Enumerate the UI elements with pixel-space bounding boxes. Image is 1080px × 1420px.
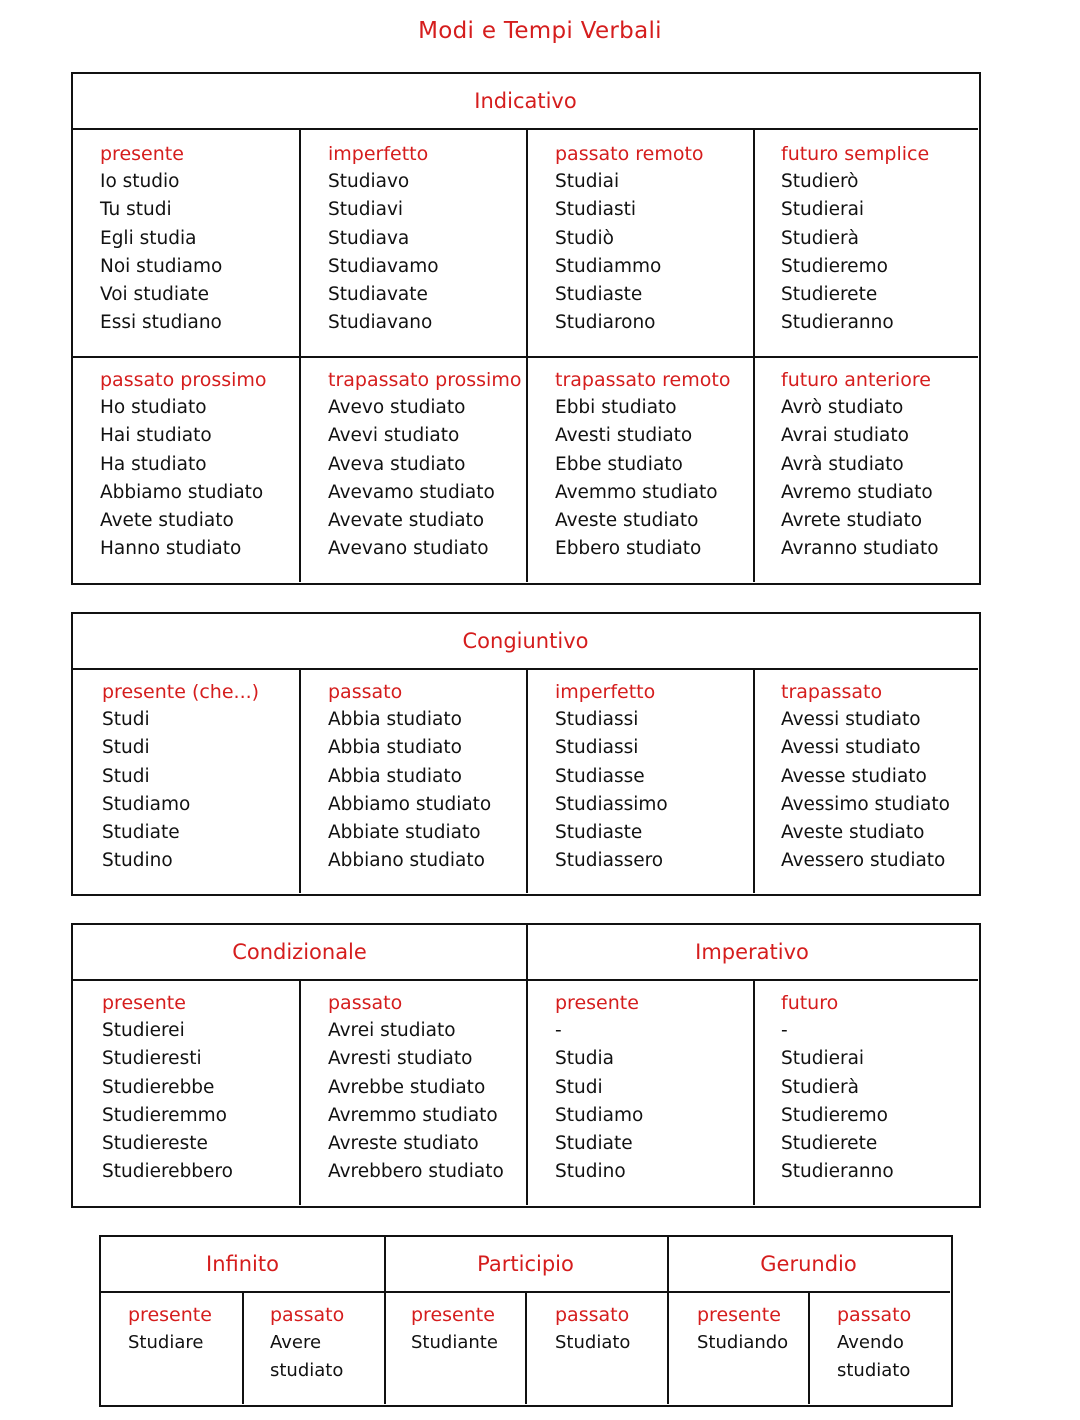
verb-form: Avevamo studiato [328, 481, 495, 503]
tense-column [128, 1301, 212, 1357]
verb-form: Avremmo studiato [328, 1104, 498, 1126]
column-divider [526, 130, 528, 582]
verb-form: Avessi studiato [781, 709, 921, 730]
verb-form: Avemmo studiato [555, 481, 718, 503]
verb-form: Studieranno [781, 312, 894, 334]
column-divider [525, 1293, 527, 1404]
verb-form: Studiamo [102, 793, 191, 815]
verb-form: Avrete studiato [781, 510, 923, 532]
verb-form: Abbiate studiato [328, 822, 481, 844]
verb-form: Studiante [411, 1332, 498, 1353]
indicativo-header: Indicativo [73, 74, 978, 130]
verb-form: Essi studiano [100, 312, 222, 334]
page-title: Modi e Tempi Verbali [418, 18, 662, 44]
tense-label: passato [270, 1304, 345, 1326]
tense-column [102, 989, 233, 1187]
verb-form: Avrai studiato [781, 425, 909, 447]
verb-form: Studiavo [328, 171, 410, 192]
verb-form: Studiammo [555, 255, 662, 277]
column-divider [753, 981, 755, 1205]
verb-form: Avranno studiato [781, 538, 939, 560]
tense-label: futuro semplice [781, 143, 930, 165]
verb-form: Avrò studiato [781, 397, 904, 418]
verb-form: Avevi studiato [328, 425, 460, 447]
condizionale-imperativo-table [71, 923, 981, 1208]
verb-form: Ha studiato [100, 453, 207, 475]
verb-form: Studiava [328, 227, 410, 249]
verb-form: Studi [102, 737, 150, 759]
verb-form: Studieresti [102, 1048, 202, 1070]
verb-form: Studiate [102, 822, 180, 844]
verb-form: Studiassi [555, 737, 639, 759]
verb-form: Studiassimo [555, 793, 668, 815]
verb-form: Studiamo [555, 1104, 644, 1126]
infinito-header: Infinito [101, 1237, 384, 1293]
verb-form: Studierai [781, 199, 865, 221]
verb-form: Studierà [781, 1076, 859, 1098]
verb-form: Studierete [781, 284, 878, 306]
verb-form: Avere [270, 1332, 322, 1353]
congiuntivo-header: Congiuntivo [73, 614, 978, 670]
verb-form: studiato [270, 1360, 344, 1381]
verb-form: Studierò [781, 171, 859, 192]
verb-form: Avessimo studiato [781, 793, 950, 815]
verb-form: Tu studi [100, 199, 172, 221]
tense-column [328, 678, 491, 876]
verb-form: Io studio [100, 171, 180, 192]
verb-form: Studierà [781, 227, 859, 249]
tense-label: passato [328, 992, 403, 1014]
column-divider [526, 670, 528, 893]
tense-column [102, 678, 259, 876]
verb-form: Avevano studiato [328, 538, 489, 560]
verb-form: Studiasse [555, 765, 645, 787]
verb-form: Hai studiato [100, 425, 212, 447]
column-divider [299, 981, 301, 1205]
modi-indefiniti-table [99, 1235, 953, 1407]
column-divider [242, 1293, 244, 1404]
tense-column [781, 366, 939, 564]
condizionale-header: Condizionale [73, 925, 526, 981]
tense-column [328, 366, 521, 564]
verb-form: Studierei [102, 1020, 185, 1041]
verb-form: Aveva studiato [328, 453, 466, 475]
tense-column [555, 678, 668, 876]
tense-column [100, 366, 267, 564]
verb-form: Studi [102, 765, 150, 787]
tense-label: presente [697, 1304, 781, 1326]
verb-form: Avete studiato [100, 510, 234, 532]
tense-label: presente [555, 992, 639, 1014]
tense-label: presente [128, 1304, 212, 1326]
verb-form: Avessero studiato [781, 850, 946, 872]
verb-form: Studiavamo [328, 255, 439, 277]
verb-form: Avevate studiato [328, 510, 485, 532]
tense-label: presente [102, 992, 186, 1014]
verb-form: - [555, 1020, 562, 1041]
verb-form: Avresti studiato [328, 1048, 473, 1070]
verb-form: Ebbi studiato [555, 397, 677, 418]
verb-form: Aveste studiato [555, 510, 699, 532]
verb-form: Studiato [555, 1332, 631, 1353]
verb-form: Studiassero [555, 850, 664, 872]
verb-form: Studiavate [328, 284, 428, 306]
verb-form: Avessi studiato [781, 737, 921, 759]
tense-label: futuro anteriore [781, 369, 931, 391]
verb-form: Studiate [555, 1133, 633, 1155]
verb-form: Studierai [781, 1048, 865, 1070]
indicativo-table [71, 72, 981, 585]
column-divider [667, 1237, 669, 1404]
verb-form: Studiavano [328, 312, 433, 334]
verb-form: Studiassi [555, 709, 639, 730]
verb-form: Studieranno [781, 1161, 894, 1183]
column-divider [753, 670, 755, 893]
tense-column [328, 989, 504, 1187]
imperativo-header: Imperativo [526, 925, 978, 981]
verb-form: Voi studiate [100, 284, 210, 306]
verb-form: Studiaste [555, 822, 643, 844]
tense-label: trapassato [781, 681, 883, 703]
tense-label: imperfetto [328, 143, 429, 165]
verb-form: Abbia studiato [328, 737, 462, 759]
verb-form: Abbiamo studiato [328, 793, 492, 815]
verb-form: Avendo [837, 1332, 904, 1353]
tense-column [781, 678, 950, 876]
tense-column [781, 140, 929, 338]
verb-form: Abbia studiato [328, 709, 462, 730]
verb-form: Studiarono [555, 312, 656, 334]
verb-form: Studiai [555, 171, 620, 192]
verb-form: Avremo studiato [781, 481, 933, 503]
verb-form: Studieremo [781, 1104, 888, 1126]
tense-column [328, 140, 439, 338]
verb-form: Studiasti [555, 199, 636, 221]
verb-form: Hanno studiato [100, 538, 242, 560]
verb-form: Ebbe studiato [555, 453, 683, 475]
verb-form: Studiereste [102, 1133, 208, 1155]
verb-form: studiato [837, 1360, 911, 1381]
tense-column [837, 1301, 911, 1385]
tense-column [555, 1301, 630, 1357]
verb-form: Studiaste [555, 284, 643, 306]
verb-form: Ho studiato [100, 397, 207, 418]
gerundio-header: Gerundio [667, 1237, 950, 1293]
verb-form: Avrà studiato [781, 453, 904, 475]
verb-form: Avesse studiato [781, 765, 927, 787]
tense-column [100, 140, 222, 338]
verb-form: Studi [102, 709, 150, 730]
verb-form: Avesti studiato [555, 425, 693, 447]
tense-column [697, 1301, 788, 1357]
tense-column [555, 140, 704, 338]
tense-label: trapassato prossimo [328, 369, 522, 391]
verb-form: Abbiano studiato [328, 850, 485, 872]
tense-column [781, 989, 894, 1187]
verb-form: Avrebbero studiato [328, 1161, 504, 1183]
verb-form: Avrebbe studiato [328, 1076, 486, 1098]
verb-form: Avrei studiato [328, 1020, 456, 1041]
verb-form: Studiando [697, 1332, 789, 1353]
tense-label: passato [328, 681, 403, 703]
verb-form: Studiavi [328, 199, 404, 221]
verb-form: Studia [555, 1048, 614, 1070]
tense-column [411, 1301, 498, 1357]
column-divider [753, 130, 755, 582]
congiuntivo-table [71, 612, 981, 896]
verb-form: Studiare [128, 1332, 204, 1353]
verb-form: Abbia studiato [328, 765, 462, 787]
tense-label: passato [555, 1304, 630, 1326]
verb-form: Studierebbero [102, 1161, 233, 1183]
verb-form: Studieremmo [102, 1104, 227, 1126]
verb-form: Studino [102, 850, 173, 872]
verb-form: Studi [555, 1076, 603, 1098]
verb-form: Abbiamo studiato [100, 481, 264, 503]
column-divider [384, 1237, 386, 1404]
verb-form: Avevo studiato [328, 397, 466, 418]
verb-form: - [781, 1020, 788, 1041]
verb-form: Studierete [781, 1133, 878, 1155]
column-divider [299, 130, 301, 582]
verb-form: Studino [555, 1161, 626, 1183]
tense-column [270, 1301, 344, 1385]
tense-label: imperfetto [555, 681, 656, 703]
tense-label: presente (che...) [102, 681, 260, 703]
verb-form: Studieremo [781, 255, 888, 277]
verb-form: Ebbero studiato [555, 538, 702, 560]
tense-label: passato prossimo [100, 369, 267, 391]
tense-label: trapassato remoto [555, 369, 731, 391]
tense-label: presente [411, 1304, 495, 1326]
verb-form: Avreste studiato [328, 1133, 479, 1155]
tense-label: passato remoto [555, 143, 704, 165]
tense-label: futuro [781, 992, 839, 1014]
verb-form: Egli studia [100, 227, 197, 249]
participio-header: Participio [384, 1237, 667, 1293]
column-divider [299, 670, 301, 893]
tense-label: passato [837, 1304, 912, 1326]
tense-label: presente [100, 143, 184, 165]
verb-form: Aveste studiato [781, 822, 925, 844]
verb-form: Studiò [555, 227, 614, 249]
tense-column [555, 989, 643, 1187]
verb-form: Studierebbe [102, 1076, 215, 1098]
column-divider [808, 1293, 810, 1404]
column-divider [526, 925, 528, 1205]
tense-column [555, 366, 730, 564]
verb-form: Noi studiamo [100, 255, 223, 277]
